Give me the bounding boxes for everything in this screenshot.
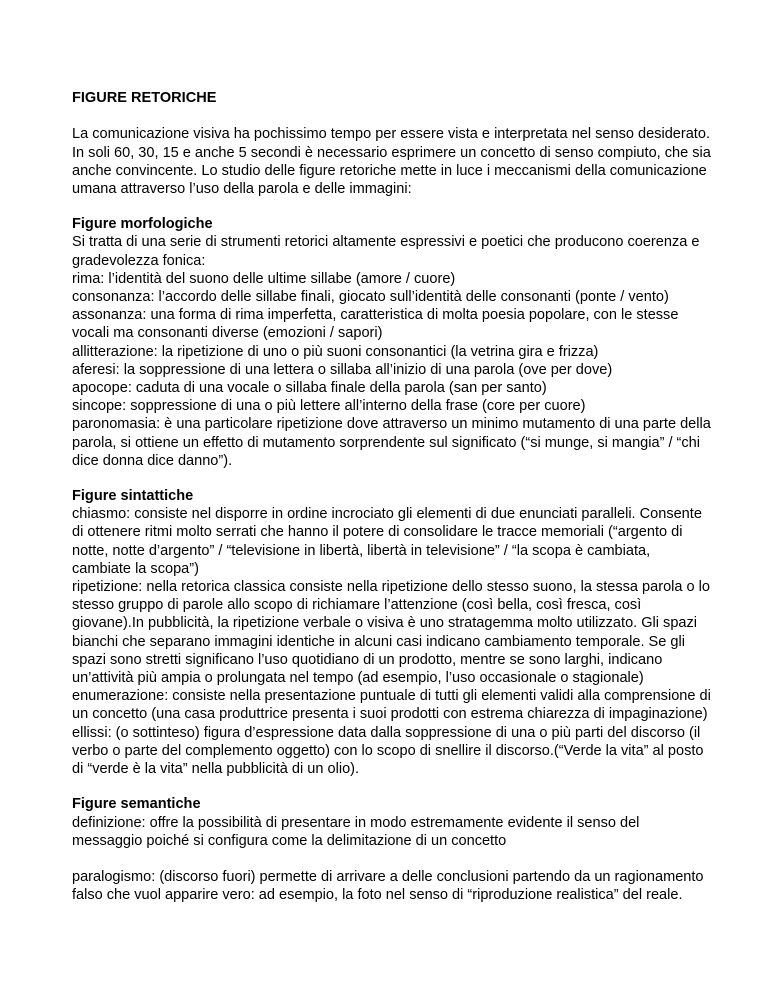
section-line: consonanza: l’accordo delle sillabe finali, giocato sull’identità delle consonanti (ponte / vento) — [72, 289, 669, 306]
section-line: ripetizione: nella retorica classica consiste nella ripetizione dello stesso suono, la stessa parola o lo stesso gruppo di parole allo scopo di richiamare l’attenzione (così bella, così fresca, così giovane).In pubblicità, la ripetizione verbale o visiva è uno stratagemma molto utilizzato. Gli spazi bianchi che separano immagini identiche in alcuni casi indicano cambiamento temporale. Se gli spazi sono stretti significano l’uso quotidiano di un prodotto, mentre se sono larghi, indicano un’attività più ampia o prolungata nel tempo (ad esempio, l’uso occasionale o stagionale) — [72, 579, 710, 687]
spacer — [72, 107, 712, 125]
section-line: sincope: soppressione di una o più lettere all’interno della frase (core per cuore) — [72, 398, 586, 415]
section-heading: Figure sintattiche — [72, 488, 194, 505]
section-heading: Figure semantiche — [72, 796, 201, 813]
section-heading: Figure morfologiche — [72, 216, 213, 233]
section-line: rima: l’identità del suono delle ultime sillabe (amore / cuore) — [72, 270, 456, 287]
section-figure-morfologiche — [72, 215, 712, 470]
intro-paragraph: La comunicazione visiva ha pochissimo tempo per essere vista e interpretata nel senso desiderato. In soli 60, 30, 15 e anche 5 secondi è necessario esprimere un concetto di senso compiuto, che sia anche convincente. Lo studio delle figure retoriche mette in luce i meccanismi della comunicazione umana attraverso l’uso della parola e delle immagini: — [72, 126, 711, 197]
section-line: Si tratta di una serie di strumenti retorici altamente espressivi e poetici che producono coerenza e gradevolezza fonica: — [72, 234, 700, 269]
section-line: allitterazione: la ripetizione di uno o più suoni consonantici (la vetrina gira e frizza) — [72, 343, 599, 360]
section-line: definizione: offre la possibilità di presentare in modo estremamente evidente il senso del messaggio poiché si configura come la delimitazione di un concetto — [72, 814, 640, 849]
section-line: paralogismo: (discorso fuori) permette di arrivare a delle conclusioni partendo da un ragionamento falso che vuol apparire vero: ad esempio, la foto nel senso di “riproduzione realistica” del reale. — [72, 868, 704, 904]
section-line: chiasmo: consiste nel disporre in ordine incrociato gli elementi di due enunciati paralleli. Consente di ottenere ritmi molto serrati che hanno il potere di consolidare le tracce memoriali (“argento di notte, notte d’argento” / “televisione in libertà, libertà in televisione” / “la scopa è cambiata, cambiate la scopa”) — [72, 506, 702, 577]
section-line: enumerazione: consiste nella presentazione puntuale di tutti gli elementi validi alla comprensione di un concetto (una casa produttrice presenta i suoi prodotti con estrema chiarezza di impaginazione) — [72, 688, 711, 723]
section-figure-sintattiche — [72, 487, 712, 778]
section-line: assonanza: una forma di rima imperfetta, caratteristica di molta poesia popolare, con le stesse vocali ma consonanti diverse (emozioni / sapori) — [72, 307, 679, 342]
section-line: apocope: caduta di una vocale o sillaba finale della parola (san per santo) — [72, 380, 547, 397]
section-line: aferesi: la soppressione di una lettera o sillaba all’inizio di una parola (ove per dove) — [72, 361, 613, 378]
section-figure-semantiche — [72, 795, 712, 904]
document-title: FIGURE RETORICHE — [72, 90, 217, 106]
section-line: paronomasia: è una particolare ripetizione dove attraverso un minimo mutamento di una parte della parola, si ottiene un effetto di mutamento sorprendente sul significato (“si munge, si mangia” / “chi dice donna dice danno”). — [72, 416, 711, 469]
document-page — [72, 89, 712, 904]
spacer — [72, 850, 712, 868]
section-line: ellissi: (o sottinteso) figura d’espressione data dalla soppressione di una o più parti del discorso (il verbo o parte del complemento oggetto) con lo scopo di snellire il discorso.(“Verde la vita” al posto di “verde è la vita” nella pubblicità di un olio). — [72, 724, 704, 778]
